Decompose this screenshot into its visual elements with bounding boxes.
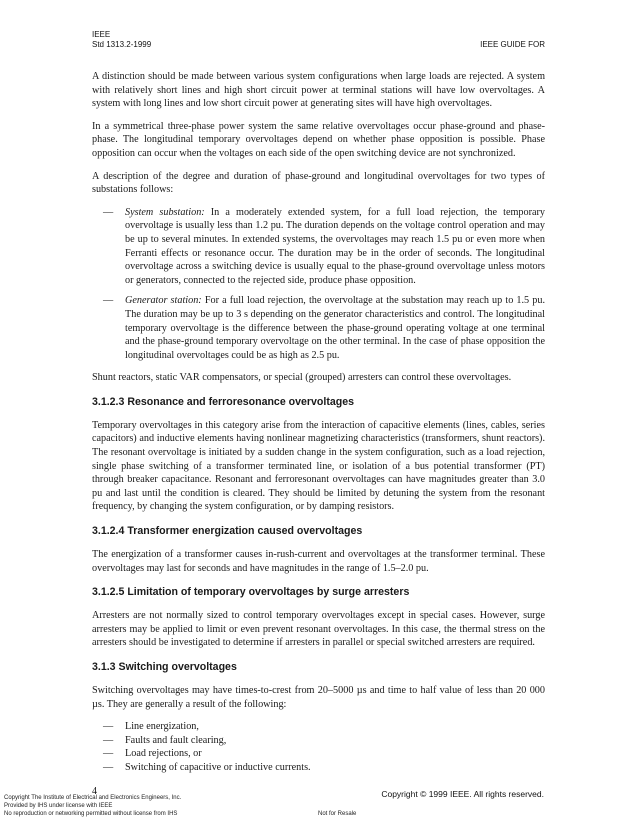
list-item	[92, 761, 545, 775]
section-heading-3-1-2-3: 3.1.2.3 Resonance and ferroresonance overvoltages	[92, 395, 355, 408]
ihs-notice-license: Provided by IHS under license with IEEE	[4, 803, 113, 809]
ihs-notice-reproduction: No reproduction or networking permitted without license from IHS	[4, 811, 178, 817]
dash-marker: —	[103, 761, 114, 773]
not-for-resale-notice: Not for Resale	[318, 811, 357, 817]
dash-marker: —	[103, 206, 114, 218]
term-generator-station: Generator station:	[125, 295, 202, 307]
page-number: 4	[92, 786, 97, 797]
header-standard-number: Std 1313.2-1999	[92, 40, 152, 49]
header-org: IEEE	[92, 30, 111, 39]
dash-marker: —	[103, 721, 114, 733]
term-system-substation: System substation:	[125, 206, 205, 218]
list-item-text: Faults and fault clearing,	[125, 734, 227, 746]
list-item	[92, 734, 545, 748]
paragraph: Arresters are not normally sized to control temporary overvoltages except in special cases. However, surge arresters may be applied to limit or even prevent resonant overvoltages. In this case, the thermal stress on the arresters should be investigated to determine if arresters in parallel or special switched arresters are required.	[92, 610, 545, 649]
footer-copyright: Copyright © 1999 IEEE. All rights reserved.	[381, 789, 544, 799]
ihs-notice-copyright: Copyright The Institute of Electrical and Electronics Engineers, Inc.	[4, 795, 182, 801]
paragraph: In a symmetrical three-phase power system the same relative overvoltages occur phase-ground and phase-phase. The longitudinal temporary overvoltages depend on whether phase opposition is possible. Phase opposition can occur when the voltages on each side of the open switching device are not synchronized.	[92, 120, 545, 159]
term-description: In a moderately extended system, for a full load rejection, the temporary overvoltage is usually less than 1.2 pu. The duration depends on the voltage control operation and may be up to several minutes. In extended systems, the overvoltages may reach 1.5 pu or even more when Ferranti effects or resonance occur. The duration may be in the order of seconds. The longitudinal overvoltage across a switching device is usually equal to the phase-ground overvoltage unless motors or generators, connected to the rejected side, produce phase opposition.	[125, 206, 546, 286]
paragraph: The energization of a transformer causes in-rush-current and overvoltages at the transformer terminal. These overvoltages may last for seconds and have magnitudes in the range of 1.5–2.0 pu.	[92, 549, 545, 574]
dash-marker: —	[103, 734, 114, 746]
section-heading-3-1-3: 3.1.3 Switching overvoltages	[92, 661, 237, 673]
section-heading-3-1-2-5: 3.1.2.5 Limitation of temporary overvoltages by surge arresters	[92, 586, 410, 599]
dash-marker: —	[103, 295, 114, 307]
dash-marker: —	[103, 748, 114, 760]
list-item-body	[125, 206, 545, 288]
switching-causes-list	[92, 720, 545, 774]
dash-list-item-system-substation	[92, 206, 545, 288]
header-running-title: IEEE GUIDE FOR	[480, 40, 545, 49]
list-item	[92, 720, 545, 734]
list-item	[92, 747, 545, 761]
list-item-body	[125, 294, 545, 362]
paragraph: Switching overvoltages may have times-to-crest from 20–5000 µs and time to half value of less than 20 000 µs. They are generally a result of the following:	[92, 685, 545, 710]
section-heading-3-1-2-4: 3.1.2.4 Transformer energization caused overvoltages	[92, 525, 363, 538]
paragraph: Shunt reactors, static VAR compensators, or special (grouped) arresters can control these overvoltages.	[92, 372, 512, 384]
list-item-text: Line energization,	[125, 721, 199, 733]
list-item-text: Load rejections, or	[125, 748, 202, 760]
document-body	[92, 70, 545, 775]
paragraph: Temporary overvoltages in this category arise from the interaction of capacitive elements (lines, cables, series capacitors) and inductive elements having nonlinear magnetizing characteristics (transformers, shunt reactors). The resonant overvoltage is initiated by a sudden change in the system configuration, such as a load rejection, single phase switching of a transformer terminated line, or isolation of a bus potential transformer (PT) through breaker capacitance. Resonant and ferroresonant overvoltages can have magnitudes greater than 3.0 pu and last until the condition is cleared. They should be limited by detuning the system from the resonant frequency, by changing the system configuration, or by damping resistors.	[92, 419, 545, 513]
paragraph: A description of the degree and duration of phase-ground and longitudinal overvoltages for two types of substations follows:	[92, 170, 545, 196]
dash-list-item-generator-station	[92, 294, 545, 362]
paragraph: A distinction should be made between various system configurations when large loads are rejected. A system with relatively short lines and high short circuit power at terminal stations will have low overvoltages. A system with long lines and low short circuit power at generating sites will have high overvoltages.	[92, 71, 545, 110]
term-description: For a full load rejection, the overvoltage at the substation may reach up to 1.5 pu. The duration may be up to 3 s depending on the generator characteristics and control. The longitudinal temporary overvoltage is the difference between the phase-ground operating voltage at one terminal and the phase-ground temporary overvoltage on the other terminal. In the case of phase opposition the longitudinal overvoltages could be as high as 2.5 pu.	[125, 295, 545, 361]
list-item-text: Switching of capacitive or inductive currents.	[125, 761, 311, 773]
